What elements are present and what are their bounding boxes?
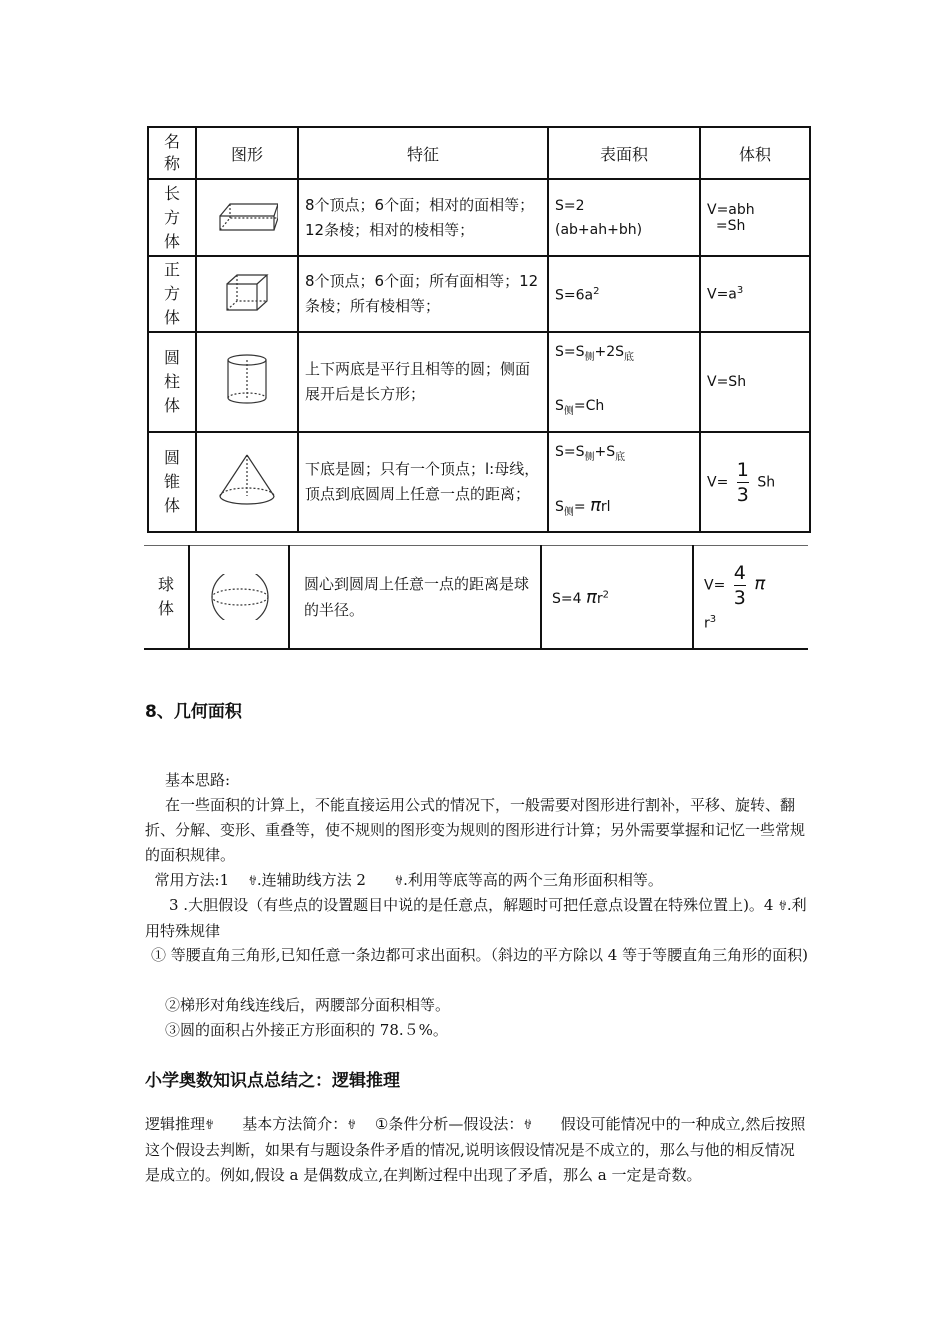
volume-formula: V= $\frac{1}{3}$ Sh xyxy=(700,432,810,532)
cuboid-icon xyxy=(196,179,298,256)
paragraph: 常用方法:1 ꊀ.连辅助线方法 2 ꊀ.利用等底等高的两个三角形面积相等。 xyxy=(154,871,663,889)
feature-text: 下底是圆；只有一个顶点；l:母线，顶点到底圆周上任意一点的距离； xyxy=(298,432,548,532)
table-row xyxy=(148,432,810,532)
shape-name: 长 方 体 xyxy=(148,179,196,256)
paragraph: ③圆的面积占外接正方形面积的 78.５%。 xyxy=(165,1021,448,1039)
table-row xyxy=(148,179,810,256)
feature-text: 8个顶点；6个面；所有面相等；12条棱；所有棱相等； xyxy=(298,256,548,332)
shape-name: 圆 锥 体 xyxy=(148,432,196,532)
section-title: 8、几何面积 xyxy=(145,702,242,722)
paragraph: ②梯形对角线连线后，两腰部分面积相等。 xyxy=(165,996,451,1014)
volume-formula: V= $\frac{4}{3}$ π $r^3$ xyxy=(704,561,766,632)
sphere-icon xyxy=(188,545,290,649)
surface-area-formula: $S=S_侧+S_底$ $S_侧= \pi rl$ xyxy=(548,432,700,532)
solid-geometry-table xyxy=(147,126,811,533)
header-feature: 特征 xyxy=(298,127,548,179)
cone-icon xyxy=(196,432,298,532)
feature-text: 圆心到圆周上任意一点的距离是球的半径。 xyxy=(304,575,530,619)
volume-formula: V=Sh xyxy=(700,332,810,432)
cylinder-icon xyxy=(196,332,298,432)
feature-text: 8个顶点；6个面；相对的面相等；12条棱；相对的棱相等； xyxy=(298,179,548,256)
header-figure: 图形 xyxy=(196,127,298,179)
header-name: 名 称 xyxy=(148,127,196,179)
header-surface-area: 表面积 xyxy=(548,127,700,179)
surface-area-formula: $S=6a^2$ xyxy=(548,256,700,332)
header-volume: 体积 xyxy=(700,127,810,179)
feature-text: 上下两底是平行且相等的圆；侧面展开后是长方形； xyxy=(298,332,548,432)
surface-area-formula: S=4 $\pi r^2$ xyxy=(552,586,609,608)
shape-name: 圆 柱 体 xyxy=(148,332,196,432)
surface-area-formula: S=2 (ab+ah+bh) xyxy=(548,179,700,256)
cube-icon xyxy=(196,256,298,332)
table-row xyxy=(148,332,810,432)
shape-name: 球 体 xyxy=(157,575,174,618)
sphere-row xyxy=(144,545,808,649)
paragraph: 3 .大胆假设（有些点的设置题目中说的是任意点，解题时可把任意点设置在特殊位置上)。4 ꊀ.利用特殊规律 xyxy=(145,896,807,940)
paragraph: ① 等腰直角三角形,已知任意一条边都可求出面积。（斜边的平方除以 4 等于等腰直角三角形的面积) xyxy=(151,946,808,964)
shape-name: 正 方 体 xyxy=(148,256,196,332)
volume-formula: $V=a^3$ xyxy=(700,256,810,332)
section-title: 小学奥数知识点总结之：逻辑推理 xyxy=(145,1071,400,1091)
table-row xyxy=(148,256,810,332)
paragraph: 在一些面积的计算上，不能直接运用公式的情况下，一般需要对图形进行割补，平移、旋转、翻折、分解、变形、重叠等，使不规则的图形变为规则的图形进行计算；另外需要掌握和记忆一些常规的面积规律。 xyxy=(145,796,806,864)
paragraph: 基本思路: xyxy=(165,771,231,789)
surface-area-formula: $S=S_侧+2S_底$ $S_侧=Ch$ xyxy=(548,332,700,432)
paragraph: 逻辑推理ꊀ 基本方法简介：ꊀ ①条件分析—假设法：ꊀ 假设可能情况中的一种成立,然后按照这个假设去判断，如果有与题设条件矛盾的情况,说明该假设情况是不成立的，那么与他的相反情况是成立的。例如,假设 a 是偶数成立,在判断过程中出现了矛盾，那么 a 一定是奇数。 xyxy=(145,1115,806,1184)
volume-formula: V=abh =Sh xyxy=(700,179,810,256)
